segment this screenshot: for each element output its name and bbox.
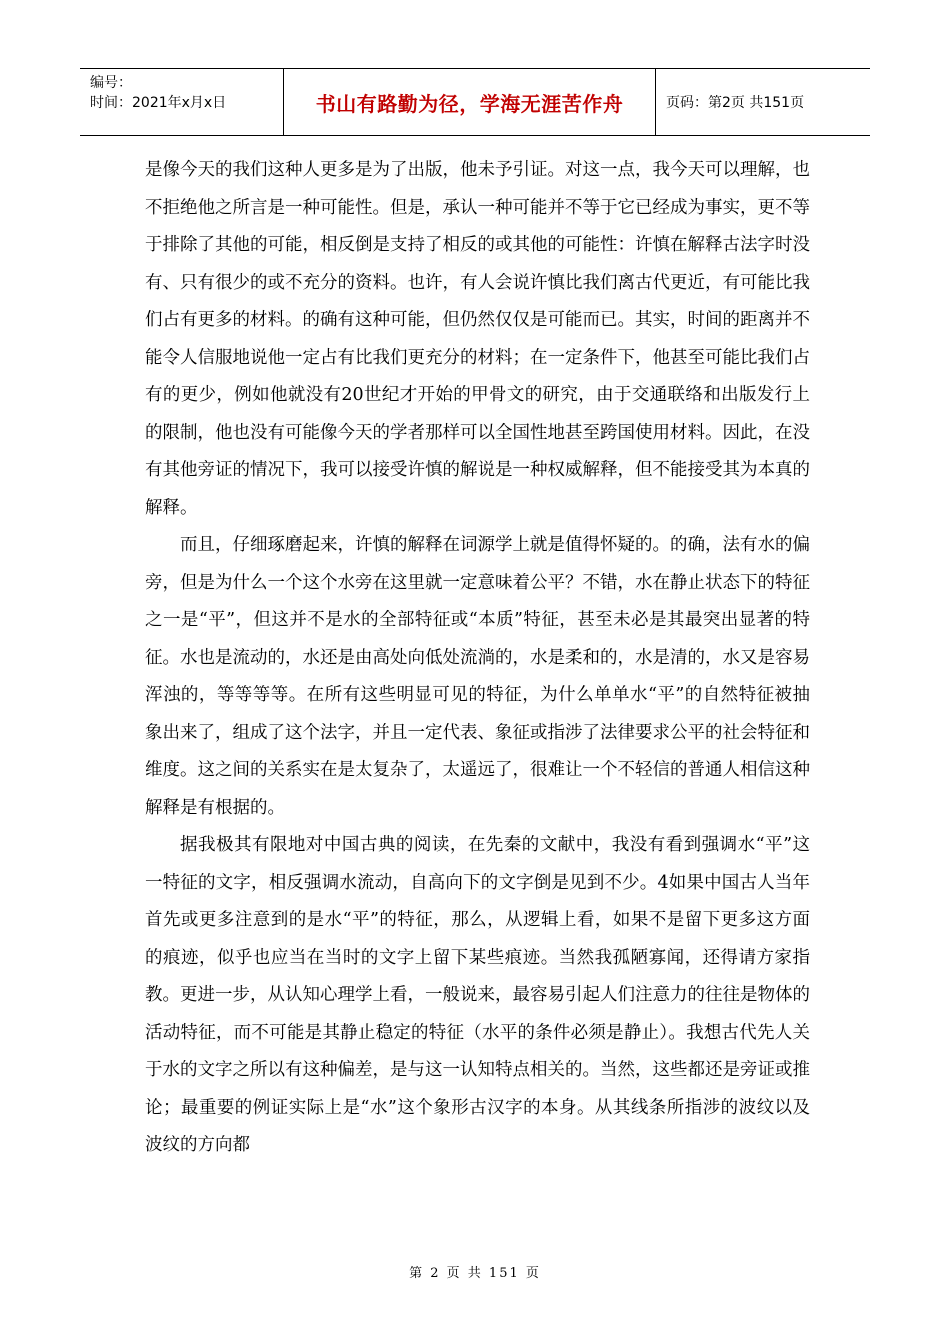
paragraph-3: 据我极其有限地对中国古典的阅读，在先秦的文献中，我没有看到强调水“平”这一特征的文字，相反强调水流动，自高向下的文字倒是见到不少。4如果中国古人当年首先或更多注意到的是水“平”的特征，那么，从逻辑上看，如果不是留下更多这方面的痕迹，似乎也应当在当时的文字上留下某些痕迹。当然我孤陋寡闻，还得请方家指教。更进一步，从认知心理学上看，一般说来，最容易引起人们注意力的往往是物体的活动特征，而不可能是其静止稳定的特征（水平的条件必须是静止）。我想古代先人关于水的文字之所以有这种偏差，是与这一认知特点相关的。当然，这些都还是旁证或推论；最重要的例证实际上是“水”这个象形古汉字的本身。从其线条所指涉的波纹以及波纹的方向都	[145, 835, 810, 1155]
doc-time-label: 时间：2021年x月x日	[90, 95, 227, 111]
paragraph-2: 而且，仔细琢磨起来，许慎的解释在词源学上就是值得怀疑的。的确，法有水的偏旁，但是为什么一个这个水旁在这里就一定意味着公平？不错，水在静止状态下的特征之一是“平”，但这并不是水的全部特征或“本质”特征，甚至未必是其最突出显著的特征。水也是流动的，水还是由高处向低处流淌的，水是柔和的，水是清的，水又是容易浑浊的，等等等等。在所有这些明显可见的特征，为什么单单水“平”的自然特征被抽象出来了，组成了这个法字，并且一定代表、象征或指涉了法律要求公平的社会特征和维度。这之间的关系实在是太复杂了，太遥远了，很难让一个不轻信的普通人相信这种解释是有根据的。	[145, 535, 810, 818]
paragraph-1: 是像今天的我们这种人更多是为了出版，他未予引证。对这一点，我今天可以理解，也不拒绝他之所言是一种可能性。但是，承认一种可能并不等于它已经成为事实，更不等于排除了其他的可能，相反倒是支持了相反的或其他的可能性：许慎在解释古法字时没有、只有很少的或不充分的资料。也许，有人会说许慎比我们离古代更近，有可能比我们占有更多的材料。的确有这种可能，但仍然仅仅是可能而已。其实，时间的距离并不能令人信服地说他一定占有比我们更充分的材料；在一定条件下，他甚至可能比我们占有的更少，例如他就没有20世纪才开始的甲骨文的研究，由于交通联络和出版发行上的限制，他也没有可能像今天的学者那样可以全国性地甚至跨国使用材料。因此，在没有其他旁证的情况下，我可以接受许慎的解说是一种权威解释，但不能接受其为本真的解释。	[145, 160, 810, 518]
header-page-label: 页码：第2页 共151页	[666, 95, 805, 111]
page-header	[80, 68, 870, 136]
document-body	[145, 152, 810, 1165]
doc-number-label: 编号：	[90, 75, 132, 91]
page-footer: 第 2 页 共 151 页	[409, 1266, 541, 1281]
header-meta	[80, 69, 284, 135]
header-motto: 书山有路勤为径，学海无涯苦作舟	[284, 69, 656, 135]
